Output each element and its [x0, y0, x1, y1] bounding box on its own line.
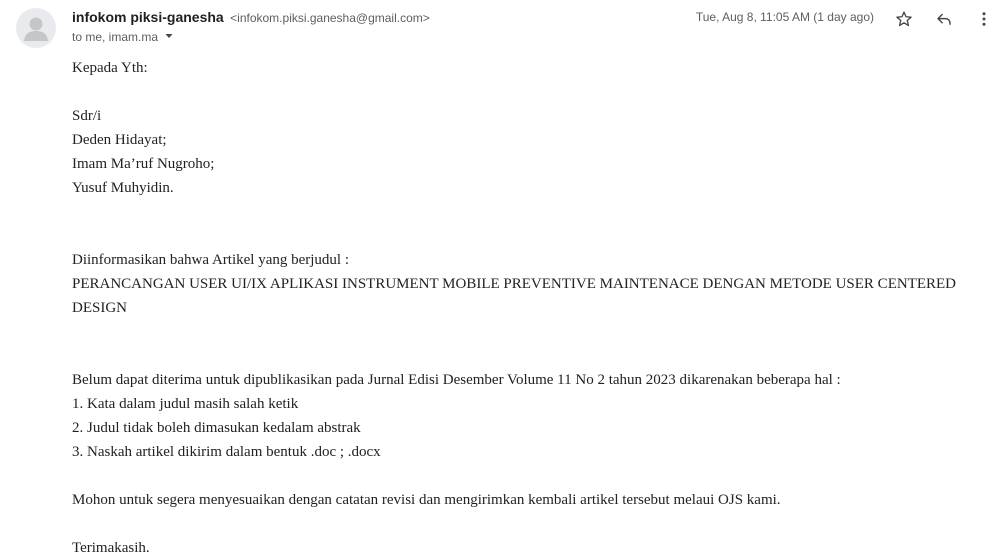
article-title: PERANCANGAN USER UI/IX APLIKASI INSTRUMENT MOBILE PREVENTIVE MAINTENACE DENGAN METODE USER CENTERED DESIGN — [72, 276, 957, 316]
request-text: Mohon untuk segera menyesuaikan dengan catatan revisi dan mengirimkan kembali artikel tersebut melaui OJS kami. — [72, 492, 781, 508]
email-body — [72, 56, 972, 553]
addressee-line: Yusuf Muhyidin. — [72, 180, 174, 196]
greeting: Kepada Yth: — [72, 60, 148, 76]
addressee-line: Deden Hidayat; — [72, 132, 167, 148]
sender-avatar[interactable] — [16, 8, 56, 48]
more-options-button[interactable] — [972, 9, 996, 29]
person-avatar-icon — [16, 8, 56, 48]
addressee-line: Sdr/i — [72, 108, 102, 124]
reply-button[interactable] — [932, 9, 956, 29]
caret-down-icon[interactable] — [164, 30, 174, 44]
reply-icon — [935, 10, 953, 28]
closing-text: Terimakasih. — [72, 540, 150, 553]
recipients-text: to me, imam.ma — [72, 30, 159, 44]
recipients-toggle[interactable] — [72, 30, 174, 44]
sender-line — [72, 9, 430, 27]
status-text: Belum dapat diterima untuk dipublikasikan pada Jurnal Edisi Desember Volume 11 No 2 tahun 2023 dikarenakan beberapa hal : — [72, 372, 841, 388]
sender-name[interactable]: infokom piksi-ganesha — [72, 9, 224, 25]
reason-item: 2. Judul tidak boleh dimasukan kedalam abstrak — [72, 420, 361, 436]
reason-item: 1. Kata dalam judul masih salah ketik — [72, 396, 299, 412]
reason-item: 3. Naskah artikel dikirim dalam bentuk .doc ; .docx — [72, 444, 381, 460]
email-header — [72, 9, 999, 49]
intro-text: Diinformasikan bahwa Artikel yang berjudul : — [72, 252, 350, 268]
star-icon — [895, 10, 913, 28]
addressee-line: Imam Ma’ruf Nugroho; — [72, 156, 215, 172]
sender-email: <infokom.piksi.ganesha@gmail.com> — [230, 11, 430, 25]
more-vert-icon — [975, 10, 993, 28]
email-timestamp: Tue, Aug 8, 11:05 AM (1 day ago) — [695, 10, 874, 24]
star-button[interactable] — [892, 9, 916, 29]
